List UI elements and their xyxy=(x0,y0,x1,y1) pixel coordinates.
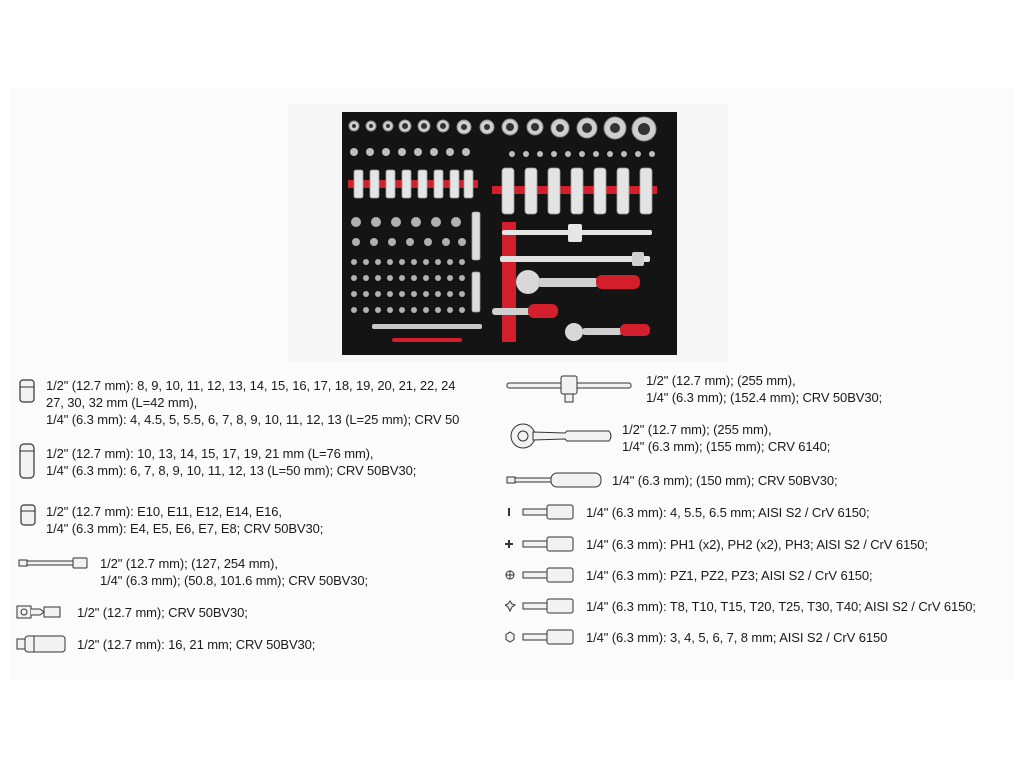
phillips-bit-socket-icon xyxy=(505,534,577,554)
spec-line: 1/2" (12.7 mm); (127, 254 mm), xyxy=(100,556,278,571)
spec-spark-plug-sockets xyxy=(77,636,315,653)
spec-line: 1/2" (12.7 mm): E10, E11, E12, E14, E16, xyxy=(46,504,282,519)
spec-line: 1/2" (12.7 mm): 8, 9, 10, 11, 12, 13, 14, 15, 16, 17, 18, 19, 20, 21, 22, 24 xyxy=(46,378,456,393)
spec-line: 1/2" (12.7 mm): 10, 13, 14, 15, 17, 19, 21 mm (L=76 mm), xyxy=(46,446,374,461)
deep-socket-icon xyxy=(18,442,36,480)
spec-line: 1/2" (12.7 mm); CRV 50BV30; xyxy=(77,605,248,620)
extension-bar-icon xyxy=(18,556,90,570)
spinner-handle-icon xyxy=(505,470,605,490)
spec-line: 1/4" (6.3 mm): PZ1, PZ2, PZ3; AISI S2 / CrV 6150; xyxy=(586,568,873,583)
spec-line: 1/4" (6.3 mm); (50.8, 101.6 mm); CRV 50BV30; xyxy=(100,573,369,588)
hex-bit-socket-icon xyxy=(505,627,577,647)
spark-plug-socket-icon xyxy=(16,634,68,654)
spec-ratchet xyxy=(622,421,830,455)
spec-line: 1/4" (6.3 mm): E4, E5, E6, E7, E8; CRV 50BV30; xyxy=(46,521,324,536)
spec-line: 1/4" (6.3 mm); (155 mm); CRV 6140; xyxy=(622,439,831,454)
spec-hex-bits xyxy=(586,629,887,646)
slotted-bit-socket-icon xyxy=(505,502,577,522)
short-socket-icon xyxy=(18,378,36,404)
spec-phillips-bits xyxy=(586,536,928,553)
spec-line: 1/4" (6.3 mm); (152.4 mm); CRV 50BV30; xyxy=(646,390,883,405)
spec-line: 1/4" (6.3 mm): 4, 5.5, 6.5 mm; AISI S2 / CrV 6150; xyxy=(586,505,870,520)
spec-line: 1/2" (12.7 mm); (255 mm), xyxy=(646,373,796,388)
tool-tray-photo xyxy=(342,112,677,355)
spec-universal-joint xyxy=(77,604,248,621)
spec-line: 1/2" (12.7 mm); (255 mm), xyxy=(622,422,772,437)
spec-line: 1/4" (6.3 mm): PH1 (x2), PH2 (x2), PH3; AISI S2 / CrV 6150; xyxy=(586,537,928,552)
spec-deep-sockets xyxy=(46,445,416,479)
spec-line: 1/4" (6.3 mm): T8, T10, T15, T20, T25, T30, T40; AISI S2 / CrV 6150; xyxy=(586,599,976,614)
torx-bit-socket-icon xyxy=(505,596,577,616)
bits-rail xyxy=(372,324,482,329)
pozidriv-bit-socket-icon xyxy=(505,565,577,585)
spec-slotted-bits xyxy=(586,504,870,521)
spec-pozidriv-bits xyxy=(586,567,873,584)
red-holder-strip-vertical xyxy=(502,222,516,342)
spec-line: 1/4" (6.3 mm); (150 mm); CRV 50BV30; xyxy=(612,473,838,488)
spec-spinner-handle xyxy=(612,472,837,489)
spec-line: 1/4" (6.3 mm): 6, 7, 8, 9, 10, 11, 12, 13 (L=50 mm); CRV 50BV30; xyxy=(46,463,417,478)
spec-short-sockets xyxy=(46,377,459,428)
spec-line: 1/2" (12.7 mm): 16, 21 mm; CRV 50BV30; xyxy=(77,637,316,652)
universal-joint-icon xyxy=(16,604,64,620)
tool-tray-illustration xyxy=(342,112,677,355)
torx-socket-icon xyxy=(20,503,36,527)
spec-line: 27, 30, 32 mm (L=42 mm), xyxy=(46,395,198,410)
spec-t-bar xyxy=(646,372,882,406)
spec-line: 1/4" (6.3 mm): 4, 4.5, 5, 5.5, 6, 7, 8, 9, 10, 11, 12, 13 (L=25 mm); CRV 50 xyxy=(46,412,460,427)
spec-extension-bars xyxy=(100,555,368,589)
ratchet-icon xyxy=(505,421,615,451)
spec-torx-sockets xyxy=(46,503,323,537)
spec-line: 1/4" (6.3 mm): 3, 4, 5, 6, 7, 8 mm; AISI S2 / CrV 6150 xyxy=(586,630,888,645)
extension-bar-photo xyxy=(500,256,650,262)
t-bar-handle-icon xyxy=(505,372,635,406)
spec-torx-bits xyxy=(586,598,976,615)
